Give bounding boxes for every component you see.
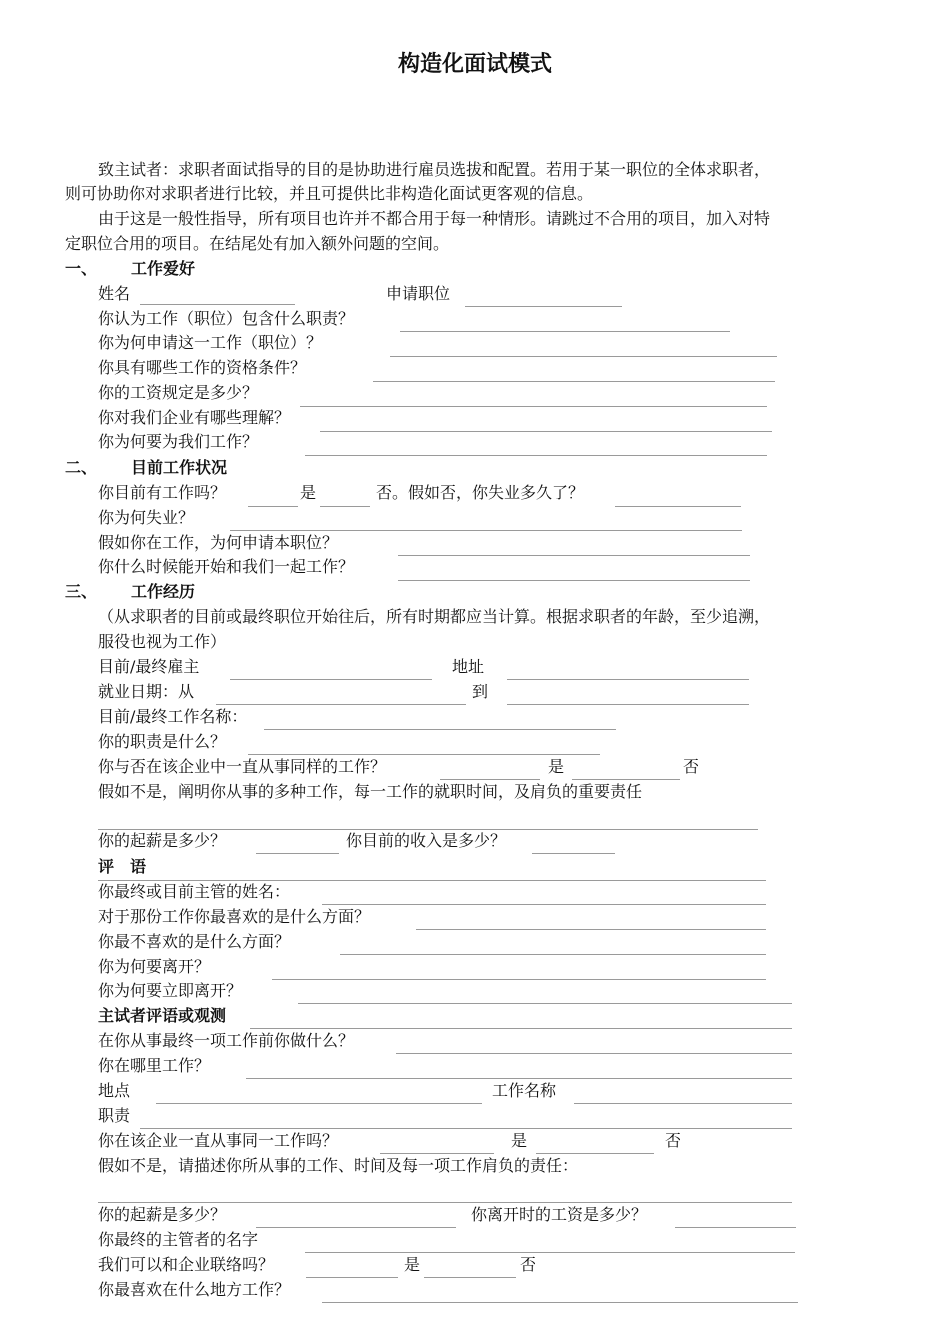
page-title: 构造化面试模式 <box>397 52 552 77</box>
q-liked-least: 你最不喜欢的是什么方面？ <box>98 932 291 951</box>
observations-heading: 主试者评语或观测 <box>98 1006 227 1025</box>
q-why-leave-field[interactable] <box>272 979 766 980</box>
q-same-job-2: 你在该企业一直从事同一工作吗？ <box>98 1131 339 1150</box>
q-supervisor-name: 你最终或目前主管的姓名： <box>98 882 291 901</box>
same-job-2-yes-label: 是 <box>511 1131 528 1150</box>
intro-line-4: 定职位合用的项目。在结尾处有加入额外问题的空间。 <box>65 234 450 253</box>
q-current-income-field[interactable] <box>532 853 615 854</box>
q-start-date-field[interactable] <box>398 580 750 581</box>
q-leaving-salary: 你离开时的工资是多少？ <box>471 1205 648 1224</box>
name-label: 姓名 <box>98 284 131 303</box>
q-responsibilities-field[interactable] <box>248 754 600 755</box>
intro-line-2: 则可协助你对求职者进行比较，并且可提供比非构造化面试更客观的信息。 <box>65 184 594 203</box>
q-starting-salary-2: 你的起薪是多少？ <box>98 1205 227 1224</box>
q-why-apply-field[interactable] <box>390 356 777 357</box>
q-where-worked: 你在哪里工作？ <box>98 1056 211 1075</box>
same-job-yes-label: 是 <box>548 757 565 776</box>
q-why-apply-while-employed-field[interactable] <box>398 555 750 556</box>
section-3-heading: 工作经历 <box>131 582 196 601</box>
location-label: 地点 <box>98 1081 131 1100</box>
employer-label: 目前/最终雇主 <box>98 657 200 676</box>
may-contact-yes-label: 是 <box>404 1255 421 1274</box>
q-may-contact: 我们可以和企业联络吗？ <box>98 1255 275 1274</box>
q-if-not-describe-field[interactable] <box>98 829 758 830</box>
q-company-knowledge-field[interactable] <box>320 431 772 432</box>
q-why-work-here-field[interactable] <box>305 455 767 456</box>
q-before-last-job: 在你从事最终一项工作前你做什么？ <box>98 1031 355 1050</box>
q-starting-salary-2-field[interactable] <box>256 1227 456 1228</box>
job-title-2-field[interactable] <box>574 1103 792 1104</box>
q-why-unemployed: 你为何失业？ <box>98 508 195 527</box>
q-supervisor-name-field[interactable] <box>322 904 766 905</box>
job-title-2-label: 工作名称 <box>492 1081 557 1100</box>
same-job-no-field[interactable] <box>572 779 680 780</box>
q-why-leave-now-field[interactable] <box>298 1003 792 1004</box>
same-job-2-no-label: 否 <box>665 1131 682 1150</box>
q-starting-salary-field[interactable] <box>256 853 339 854</box>
section-1-number: 一、 <box>65 259 98 278</box>
q-why-unemployed-field[interactable] <box>230 530 742 531</box>
section-1-heading: 工作爱好 <box>131 259 196 278</box>
observations-field[interactable] <box>250 1028 792 1029</box>
q-salary-expectation-field[interactable] <box>300 406 767 407</box>
location-field[interactable] <box>156 1103 482 1104</box>
address-field[interactable] <box>507 679 749 680</box>
section-2-heading: 目前工作状况 <box>131 458 228 477</box>
q-current-income: 你目前的收入是多少？ <box>346 831 507 850</box>
employment-dates-to-label: 到 <box>472 682 489 701</box>
q-company-knowledge: 你对我们企业有哪些理解？ <box>98 408 291 427</box>
q-if-not-describe: 假如不是，阐明你从事的多种工作，每一工作的就职时间，及肩负的重要责任 <box>98 782 643 801</box>
employment-dates-from-field[interactable] <box>216 704 466 705</box>
job-title-label: 目前/最终工作名称： <box>98 707 248 726</box>
q-last-supervisor-field[interactable] <box>305 1252 795 1253</box>
may-contact-no-field[interactable] <box>424 1277 516 1278</box>
same-job-2-yes-field[interactable] <box>380 1153 494 1154</box>
q-qualifications-field[interactable] <box>373 381 775 382</box>
unemployed-duration-field[interactable] <box>615 506 741 507</box>
q-if-not-describe-2-field[interactable] <box>98 1202 792 1203</box>
address-label: 地址 <box>452 657 485 676</box>
same-job-2-no-field[interactable] <box>536 1153 654 1154</box>
may-contact-yes-field[interactable] <box>306 1277 398 1278</box>
q-favorite-workplace-field[interactable] <box>322 1302 798 1303</box>
q-job-duties-field[interactable] <box>400 331 730 332</box>
employed-yes-field[interactable] <box>248 506 298 507</box>
q-why-apply-while-employed: 假如你在工作，为何申请本职位？ <box>98 533 339 552</box>
name-field[interactable] <box>140 304 295 305</box>
q-last-supervisor: 你最终的主管者的名字 <box>98 1230 259 1249</box>
q-before-last-job-field[interactable] <box>396 1053 792 1054</box>
q-liked-most: 对于那份工作你最喜欢的是什么方面？ <box>98 907 371 926</box>
q-same-job: 你与否在该企业中一直从事同样的工作？ <box>98 757 387 776</box>
comments-field[interactable] <box>98 880 766 881</box>
same-job-yes-field[interactable] <box>440 779 540 780</box>
job-title-field[interactable] <box>264 729 616 730</box>
section-2-number: 二、 <box>65 458 98 477</box>
q-why-apply: 你为何申请这一工作（职位）？ <box>98 333 323 352</box>
employment-dates-to-field[interactable] <box>507 704 749 705</box>
q-responsibilities: 你的职责是什么？ <box>98 732 227 751</box>
employer-field[interactable] <box>230 679 432 680</box>
comments-heading: 评 语 <box>98 857 147 876</box>
q-currently-employed: 你目前有工作吗？ <box>98 483 227 502</box>
employed-no-field[interactable] <box>320 506 370 507</box>
q-favorite-workplace: 你最喜欢在什么地方工作？ <box>98 1280 291 1299</box>
position-field[interactable] <box>465 306 622 307</box>
duties-2-label: 职责 <box>98 1106 131 1125</box>
employed-no-label: 否。假如否，你失业多久了？ <box>376 483 585 502</box>
q-where-worked-field[interactable] <box>246 1078 792 1079</box>
q-why-leave: 你为何要离开？ <box>98 957 211 976</box>
may-contact-no-label: 否 <box>520 1255 537 1274</box>
duties-2-field[interactable] <box>140 1128 792 1129</box>
section-3-number: 三、 <box>65 582 98 601</box>
employment-dates-from-label: 就业日期：从 <box>98 682 195 701</box>
history-note-line-2: 服役也视为工作） <box>98 632 227 651</box>
position-label: 申请职位 <box>386 284 451 303</box>
q-why-work-here: 你为何要为我们工作？ <box>98 432 259 451</box>
intro-line-3: 由于这是一般性指导，所有项目也许并不都合用于每一种情形。请跳过不合用的项目，加入对特 <box>98 209 771 228</box>
q-liked-most-field[interactable] <box>416 929 766 930</box>
employed-yes-label: 是 <box>300 483 317 502</box>
q-leaving-salary-field[interactable] <box>675 1227 796 1228</box>
q-why-leave-now: 你为何要立即离开？ <box>98 981 243 1000</box>
q-starting-salary: 你的起薪是多少？ <box>98 831 227 850</box>
history-note-line-1: （从求职者的目前或最终职位开始往后，所有时期都应当计算。根据求职者的年龄，至少追溯， <box>98 607 771 626</box>
same-job-no-label: 否 <box>683 757 700 776</box>
q-if-not-describe-2: 假如不是，请描述你所从事的工作、时间及每一项工作肩负的责任： <box>98 1156 579 1175</box>
intro-line-1: 致主试者：求职者面试指导的目的是协助进行雇员选拔和配置。若用于某一职位的全体求职者， <box>98 160 771 179</box>
q-qualifications: 你具有哪些工作的资格条件？ <box>98 358 307 377</box>
q-salary-expectation: 你的工资规定是多少？ <box>98 383 259 402</box>
q-job-duties: 你认为工作（职位）包含什么职责？ <box>98 309 355 328</box>
q-start-date: 你什么时候能开始和我们一起工作？ <box>98 557 355 576</box>
q-liked-least-field[interactable] <box>340 954 766 955</box>
